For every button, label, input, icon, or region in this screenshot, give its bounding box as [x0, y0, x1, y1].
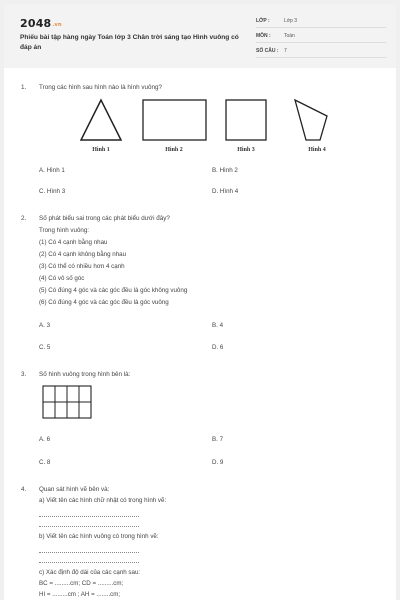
answer-line[interactable]: [39, 561, 139, 563]
q2-option-b[interactable]: B. 4: [212, 322, 224, 329]
header: [4, 4, 396, 68]
worksheet: [4, 4, 396, 600]
shape-label-1: Hình 1: [92, 147, 110, 153]
logo-suffix: .vn: [52, 22, 62, 28]
question-text: Quan sát hình vẽ bên và:: [39, 486, 110, 493]
q2-line: Trong hình vuông:: [39, 227, 89, 234]
q4-line-c2: HI = .........cm ; AH = ........cm;: [39, 591, 121, 598]
meta-subject-key: MÔN :: [256, 33, 271, 39]
q4-part-c: c) Xác định độ dài của các cạnh sau:: [39, 569, 141, 576]
meta-class-key: LỚP :: [256, 18, 270, 24]
site-logo[interactable]: [20, 17, 62, 30]
quadrilateral-shape: [295, 100, 327, 140]
question-text: Số phát biểu sai trong các phát biểu dưới đây?: [39, 215, 170, 222]
answer-line[interactable]: [39, 525, 139, 527]
meta-count-key: SỐ CÂU :: [256, 48, 279, 54]
question-number: 1.: [21, 84, 27, 91]
meta-class-value: Lớp 3: [284, 18, 298, 24]
q4-part-b: b) Viết tên các hình vuông có trong hình vẽ:: [39, 533, 159, 540]
q1-shapes: [4, 96, 396, 146]
question-number: 2.: [21, 215, 27, 222]
logo-text: 2048: [20, 17, 52, 30]
q2-option-a[interactable]: A. 3: [39, 322, 51, 329]
question-text: Trong các hình sau hình nào là hình vuông?: [39, 84, 162, 91]
q3-option-a[interactable]: A. 6: [39, 436, 51, 443]
q2-line: (1) Có 4 cạnh bằng nhau: [39, 239, 108, 246]
q2-line: (4) Có vô số góc: [39, 275, 85, 282]
q1-option-c[interactable]: C. Hình 3: [39, 188, 66, 195]
q2-line: (2) Có 4 cạnh không bằng nhau: [39, 251, 127, 258]
q2-line: (6) Có đúng 4 góc và các góc đều là góc vuông: [39, 299, 169, 306]
q2-option-c[interactable]: C. 5: [39, 344, 51, 351]
meta-subject-value: Toán: [284, 33, 295, 39]
shape-label-3: Hình 3: [237, 147, 255, 153]
meta-count-value: 7: [284, 48, 287, 54]
q4-line-c1: BC = .........cm; CD = .........cm;: [39, 580, 124, 587]
square-shape: [226, 100, 266, 140]
q3-option-d[interactable]: D. 9: [212, 459, 224, 466]
meta-class: [256, 16, 386, 28]
q3-grid-figure: [42, 385, 94, 421]
q3-option-c[interactable]: C. 8: [39, 459, 51, 466]
question-number: 4.: [21, 486, 27, 493]
answer-line[interactable]: [39, 515, 139, 517]
meta-subject: [256, 31, 386, 43]
q2-line: (5) Có đúng 4 góc và các góc đều là góc không vuông: [39, 287, 188, 294]
meta-count: [256, 46, 386, 58]
shape-label-2: Hình 2: [165, 147, 183, 153]
worksheet-title: Phiếu bài tập hàng ngày Toán lớp 3 Chân trời sáng tạo Hình vuông có đáp án: [20, 34, 239, 51]
q3-option-b[interactable]: B. 7: [212, 436, 224, 443]
question-number: 3.: [21, 371, 27, 378]
q1-option-b[interactable]: B. Hình 2: [212, 167, 238, 174]
triangle-shape: [81, 100, 121, 140]
q2-line: (3) Có thể có nhiều hơn 4 cạnh: [39, 263, 125, 270]
q4-part-a: a) Viết tên các hình chữ nhật có trong hình vẽ:: [39, 497, 167, 504]
answer-line[interactable]: [39, 551, 139, 553]
q1-option-d[interactable]: D. Hình 4: [212, 188, 239, 195]
shape-label-4: Hình 4: [308, 147, 326, 153]
q1-option-a[interactable]: A. Hình 1: [39, 167, 65, 174]
rectangle-shape: [143, 100, 206, 140]
q2-option-d[interactable]: D. 6: [212, 344, 224, 351]
question-text: Số hình vuông trong hình bên là:: [39, 371, 131, 378]
